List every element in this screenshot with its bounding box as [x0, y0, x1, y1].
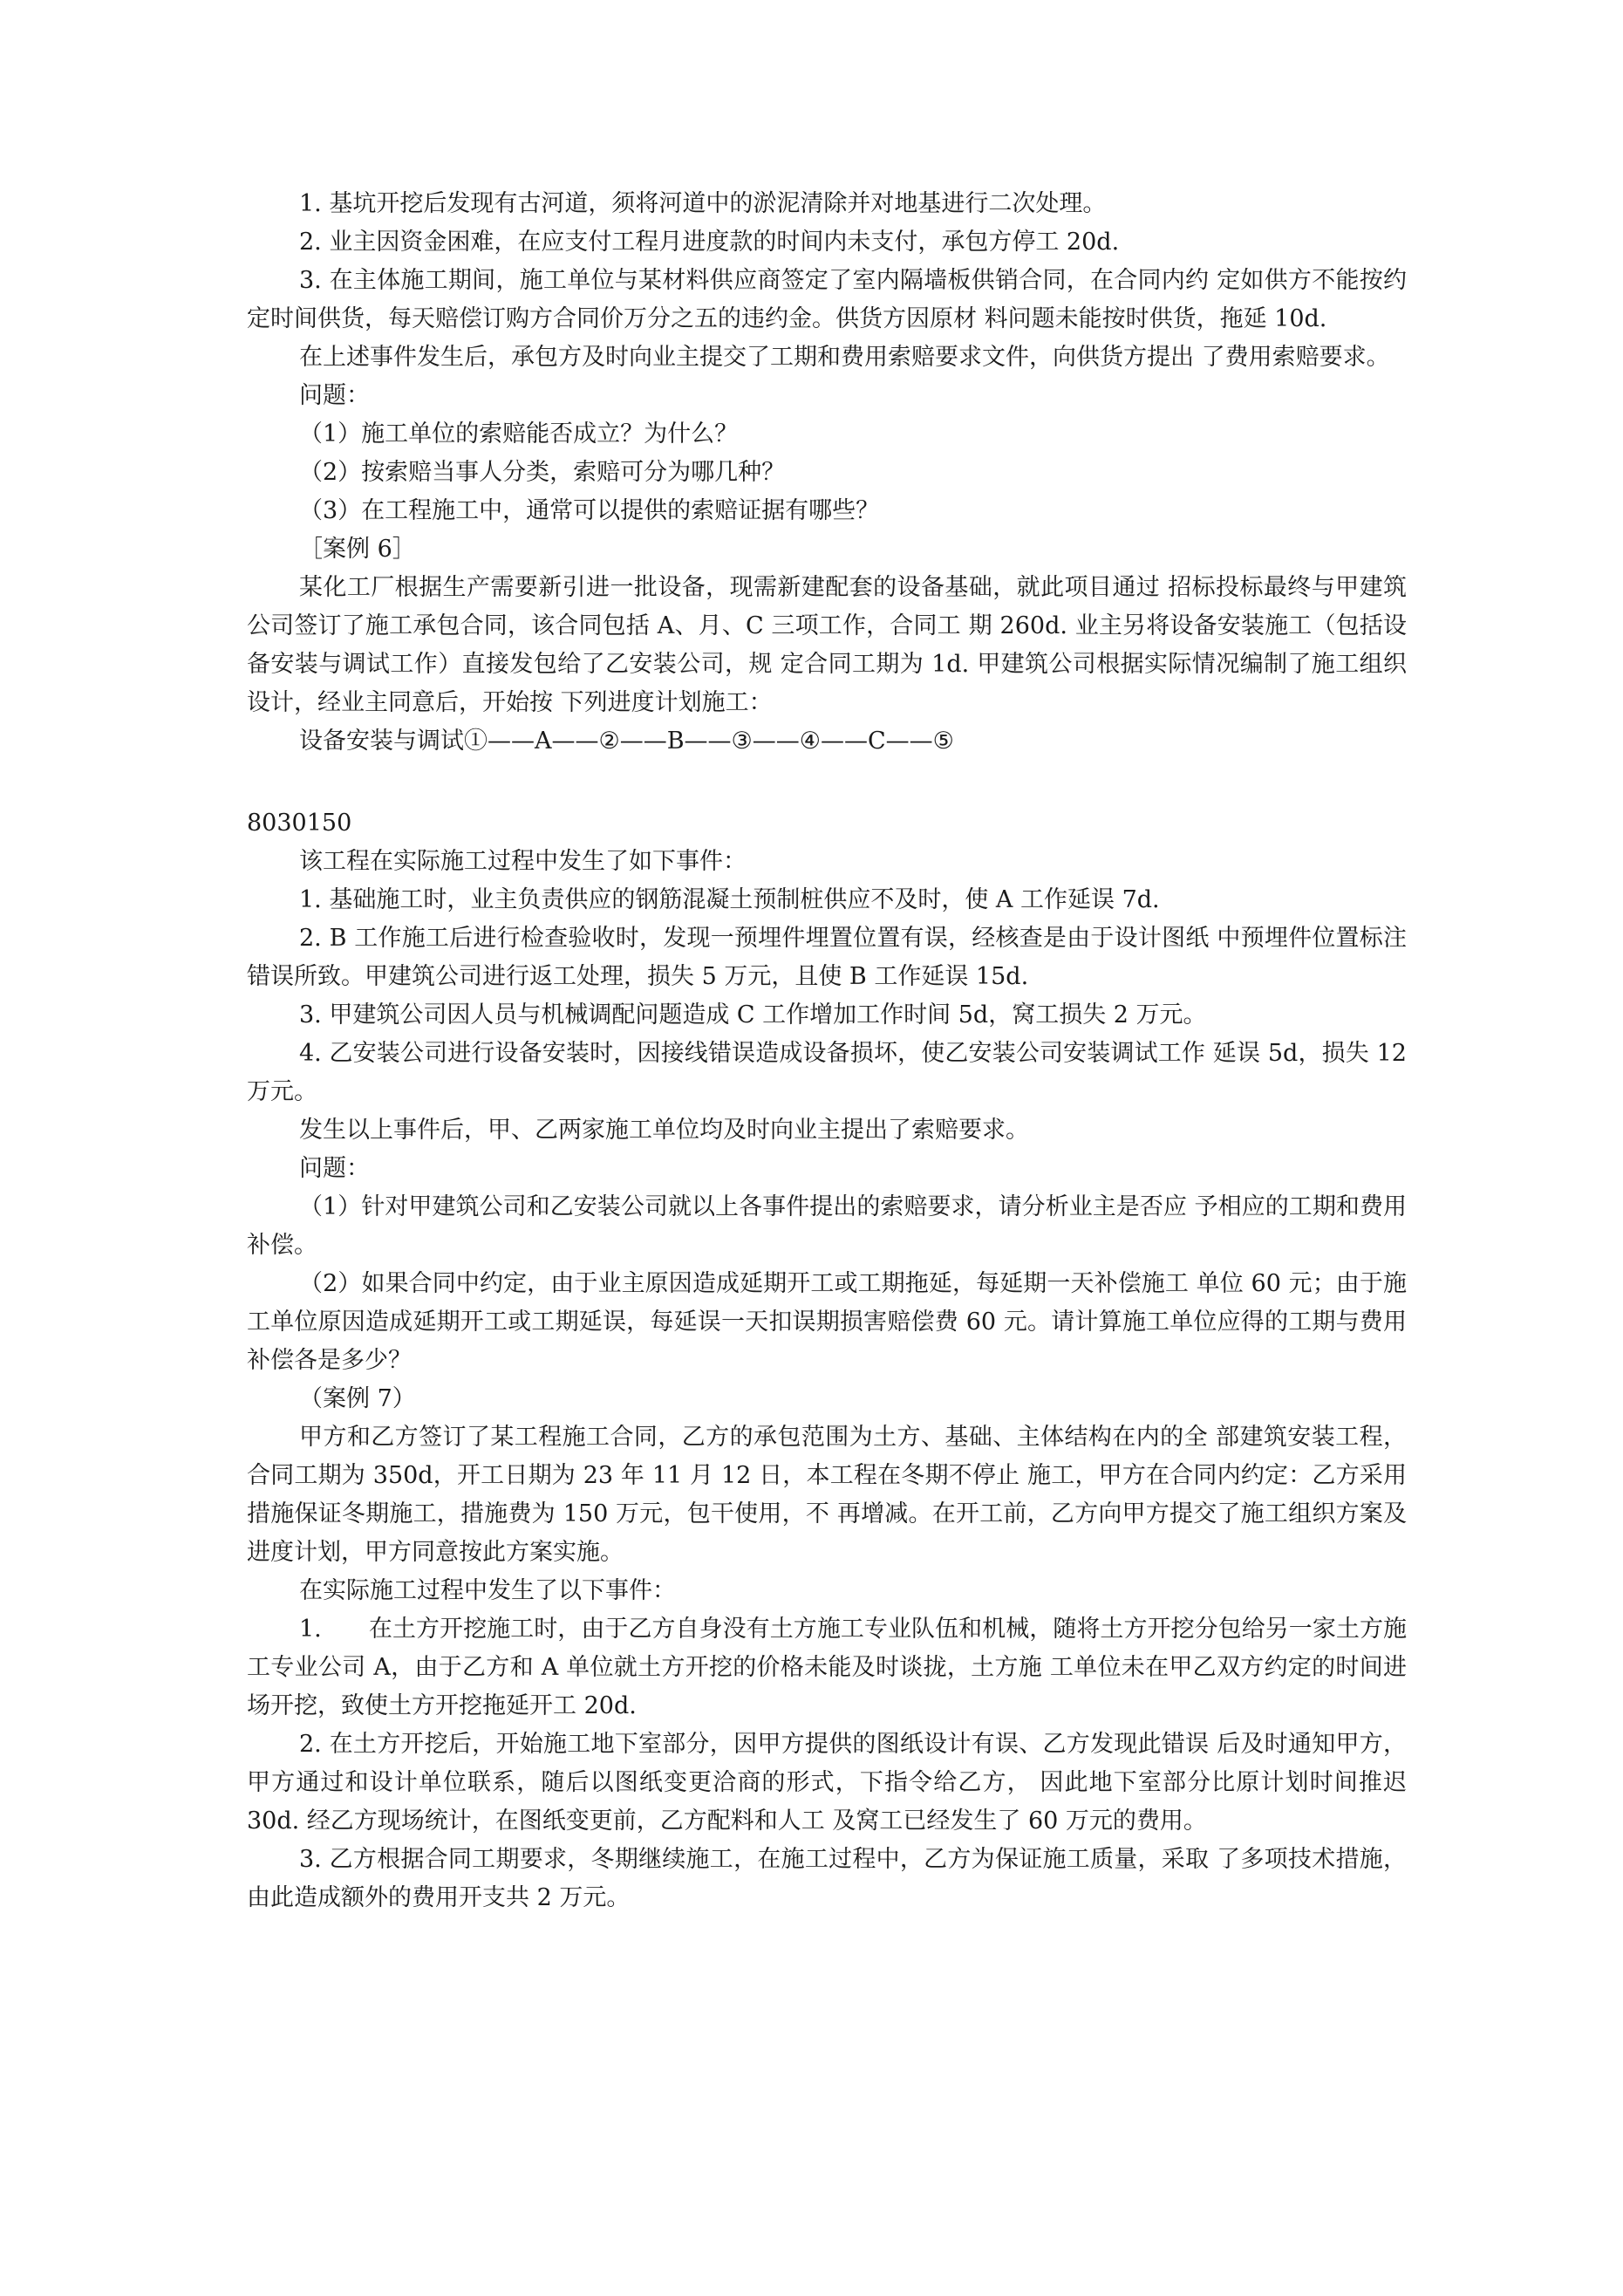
- case-7-event-1: 1. 在土方开挖施工时，由于乙方自身没有土方施工专业队伍和机械，随将土方开挖分包给另一家土方施工专业公司 A，由于乙方和 A 单位就土方开挖的价格未能及时谈拢，土方施 工单位未在甲乙双方约定的时间进场开挖，致使土方开挖拖延开工 20d.: [247, 1616, 1407, 1719]
- case-6-schedule-line: 设备安装与调试①——A——②——B——③——④——C——⑤: [299, 728, 954, 755]
- case-7-event-3: 3. 乙方根据合同工期要求，冬期继续施工，在施工过程中，乙方为保证施工质量，采取 了多项技术措施，由此造成额外的费用开支共 2 万元。: [247, 1846, 1407, 1911]
- case-6-event-3: 3. 甲建筑公司因人员与机械调配问题造成 C 工作增加工作时间 5d，窝工损失 2 万元。: [299, 1001, 1207, 1028]
- paragraph-questions-heading: 问题：: [299, 382, 370, 409]
- case-6-event-1: 1. 基础施工时，业主负责供应的钢筋混凝土预制桩供应不及时，使 A 工作延误 7d.: [299, 886, 1160, 913]
- case-7-heading: （案例 7）: [299, 1385, 416, 1412]
- case-6-events-heading: 该工程在实际施工过程中发生了如下事件：: [299, 848, 747, 875]
- case-7-events-heading: 在实际施工过程中发生了以下事件：: [299, 1577, 676, 1604]
- case-6-intro: 某化工厂根据生产需要新引进一批设备，现需新建配套的设备基础，就此项目通过 招标投标最终与甲建筑公司签订了施工承包合同，该合同包括 A、月、C 三项工作，合同工 期 260d. 业主另将设备安装施工（包括设备安装与调试工作）直接发包给了乙安装公司，规 定合同工期为 1d. 甲建筑公司根据实际情况编制了施工组织设计，经业主同意后，开始按 下列进度计划施工：: [247, 574, 1407, 716]
- paragraph-event-1: 1. 基坑开挖后发现有古河道，须将河道中的淤泥清除并对地基进行二次处理。: [299, 190, 1107, 217]
- paragraph-event-3: 3. 在主体施工期间，施工单位与某材料供应商签定了室内隔墙板供销合同，在合同内约 定如供方不能按约定时间供货，每天赔偿订购方合同价万分之五的违约金。供货方因原材 料问题未能按时供货，拖延 10d.: [247, 267, 1407, 332]
- section-gap: [247, 761, 1407, 804]
- case-6-questions-heading: 问题：: [299, 1155, 370, 1182]
- case-6-question-2: （2）如果合同中约定，由于业主原因造成延期开工或工期拖延，每延期一天补偿施工 单位 60 元；由于施工单位原因造成延期开工或工期延误，每延误一天扣误期损害赔偿费 60 元。请计算施工单位应得的工期与费用补偿各是多少？: [247, 1270, 1407, 1374]
- case-6-question-1: （1）针对甲建筑公司和乙安装公司就以上各事件提出的索赔要求，请分析业主是否应 予相应的工期和费用补偿。: [247, 1193, 1407, 1259]
- paragraph-event-2: 2. 业主因资金困难，在应支付工程月进度款的时间内未支付，承包方停工 20d.: [299, 229, 1120, 256]
- paragraph-question-1: （1）施工单位的索赔能否成立？为什么？: [299, 420, 739, 448]
- case-7-intro: 甲方和乙方签订了某工程施工合同，乙方的承包范围为土方、基础、主体结构在内的全 部建筑安装工程，合同工期为 350d，开工日期为 23 年 11 月 12 日，本工程在冬期不停止 施工，甲方在合同内约定：乙方采用措施保证冬期施工，措施费为 150 万元，包干使用，不 再增减。在开工前，乙方向甲方提交了施工组织方案及进度计划，甲方同意按此方案实施。: [247, 1424, 1407, 1566]
- case-6-heading: ［案例 6］: [299, 536, 416, 563]
- paragraph-question-3: （3）在工程施工中，通常可以提供的索赔证据有哪些？: [299, 497, 880, 524]
- paragraph-question-2: （2）按索赔当事人分类，索赔可分为哪几种？: [299, 459, 786, 486]
- document-code: 8030150: [247, 810, 352, 837]
- case-6-event-2: 2. B 工作施工后进行检查验收时，发现一预埋件埋置位置有误，经核查是由于设计图纸 中预埋件位置标注错误所致。甲建筑公司进行返工处理，损失 5 万元，且使 B 工作延误 15d.: [247, 925, 1407, 990]
- paragraph-claim-summary: 在上述事件发生后，承包方及时向业主提交了工期和费用索赔要求文件，向供货方提出 了费用索赔要求。: [299, 344, 1390, 371]
- case-6-event-4: 4. 乙安装公司进行设备安装时，因接线错误造成设备损坏，使乙安装公司安装调试工作 延误 5d，损失 12 万元。: [247, 1040, 1407, 1105]
- case-6-claims-summary: 发生以上事件后，甲、乙两家施工单位均及时向业主提出了索赔要求。: [299, 1117, 1029, 1144]
- case-7-event-2: 2. 在土方开挖后，开始施工地下室部分，因甲方提供的图纸设计有误、乙方发现此错误 后及时通知甲方，甲方通过和设计单位联系，随后以图纸变更洽商的形式，下指令给乙方， 因此地下室部分比原计划时间推迟 30d. 经乙方现场统计，在图纸变更前，乙方配料和人工 及窝工已经发生了 60 万元的费用。: [247, 1731, 1407, 1835]
- document-page: [247, 185, 1407, 1917]
